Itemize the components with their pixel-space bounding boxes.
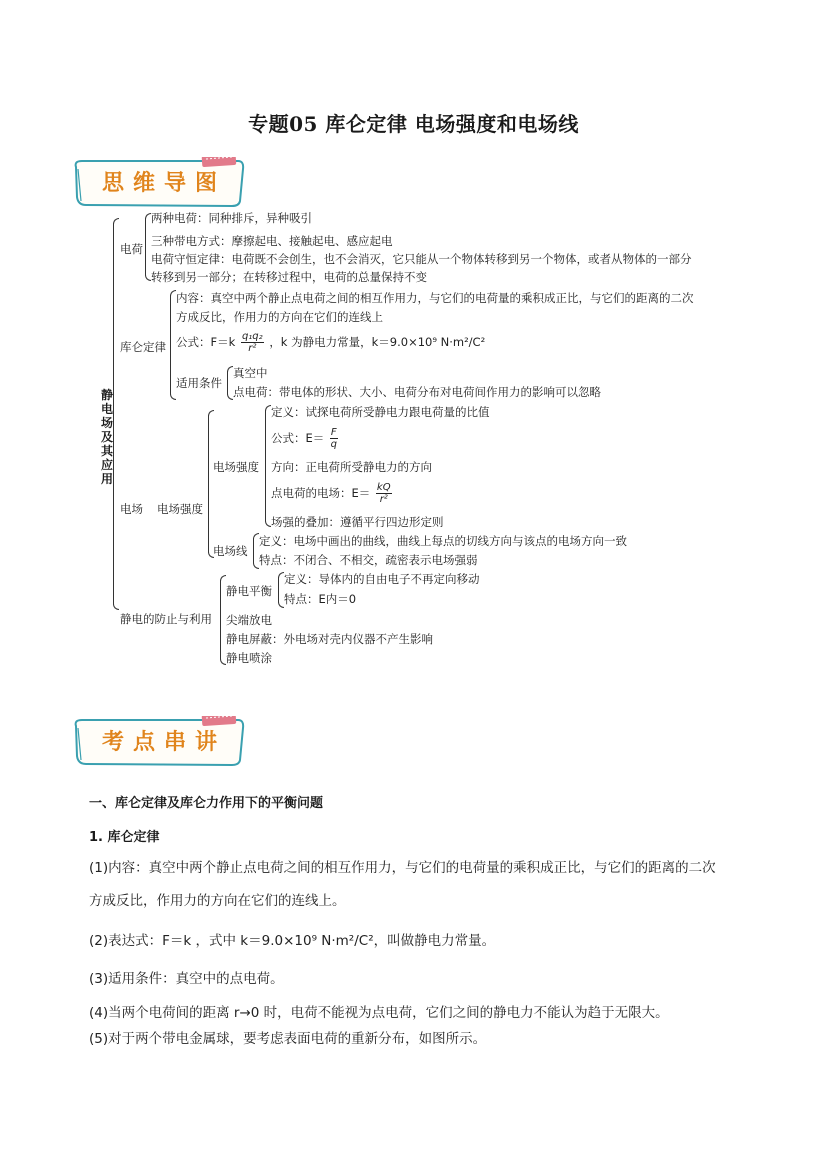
section-heading: 一、库仑定律及库仑力作用下的平衡问题 bbox=[89, 796, 324, 811]
field-formula-pre: 公式：E＝ bbox=[271, 431, 325, 445]
field-line-def: 定义：电场中画出的曲线，曲线上每点的切线方向与该点的电场方向一致 bbox=[259, 534, 627, 548]
coulomb-den: r² bbox=[248, 343, 257, 354]
field-line-label: 电场线 bbox=[213, 544, 248, 558]
protect-item-1: 尖端放电 bbox=[226, 613, 272, 627]
points-banner bbox=[72, 716, 248, 766]
charge-item-3: 电荷守恒定律：电荷既不会创生，也不会消灭，它只能从一个物体转移到另一个物体，或者从物体的一部分 bbox=[151, 252, 692, 266]
field-direction: 方向：正电荷所受静电力的方向 bbox=[271, 460, 432, 474]
para-5: (5)对于两个带电金属球，要考虑表面电荷的重新分布，如图所示。 bbox=[89, 1031, 487, 1047]
para-1a: (1)内容：真空中两个静止点电荷之间的相互作用力，与它们的电荷量的乘积成正比，与它们的距离的二次 bbox=[89, 860, 716, 876]
field-line-feat: 特点：不闭合、不相交，疏密表示电场强弱 bbox=[259, 553, 478, 567]
coulomb-content-2: 方成反比，作用力的方向在它们的连线上 bbox=[176, 310, 383, 324]
field-sub: 电场强度 bbox=[157, 502, 203, 516]
para-3: (3)适用条件：真空中的点电荷。 bbox=[89, 971, 284, 987]
mindmap-root: 静电场及其应用 bbox=[100, 388, 113, 486]
coulomb-formula-pre: 公式：F＝k bbox=[176, 335, 236, 349]
field-label: 电场 bbox=[120, 502, 143, 516]
mindmap-banner bbox=[72, 157, 248, 207]
balance-feat: 特点：E内＝0 bbox=[284, 592, 357, 606]
field-fraction bbox=[330, 427, 338, 450]
coulomb-label: 库仑定律 bbox=[120, 340, 166, 354]
field-point-den: r² bbox=[379, 494, 388, 505]
protect-item-2: 静电屏蔽：外电场对壳内仪器不产生影响 bbox=[226, 632, 433, 646]
field-num: F bbox=[330, 427, 337, 438]
charge-label: 电荷 bbox=[120, 242, 143, 256]
field-den: q bbox=[330, 439, 337, 450]
field-formula bbox=[271, 427, 340, 450]
protect-balance: 静电平衡 bbox=[226, 584, 272, 598]
coulomb-formula bbox=[176, 331, 485, 354]
coulomb-fraction bbox=[241, 331, 264, 354]
page-title: 专题05 库仑定律 电场强度和电场线 bbox=[248, 112, 579, 136]
charge-item-4: 转移到另一部分；在转移过程中，电荷的总量保持不变 bbox=[151, 270, 427, 284]
coulomb-content-1: 内容：真空中两个静止点电荷之间的相互作用力，与它们的电荷量的乘积成正比，与它们的距离的二次 bbox=[176, 291, 694, 305]
charge-item-1: 两种电荷：同种排斥，异种吸引 bbox=[151, 211, 312, 225]
balance-def: 定义：导体内的自由电子不再定向移动 bbox=[284, 572, 480, 586]
coulomb-formula-post: ，k 为静电力常量，k＝9.0×10⁹ N·m²/C² bbox=[269, 335, 486, 349]
protect-label: 静电的防止与利用 bbox=[120, 612, 212, 626]
field-strength-label: 电场强度 bbox=[213, 460, 259, 474]
protect-item-3: 静电喷涂 bbox=[226, 651, 272, 665]
para-2: (2)表达式：F＝k ，式中 k＝9.0×10⁹ N·m²/C²，叫做静电力常量。 bbox=[89, 933, 496, 949]
section-subheading: 1. 库仑定律 bbox=[89, 830, 160, 845]
root-brace bbox=[113, 218, 119, 610]
coulomb-cond-2: 点电荷：带电体的形状、大小、电荷分布对电荷间作用力的影响可以忽略 bbox=[233, 385, 601, 399]
charge-item-2: 三种带电方式：摩擦起电、接触起电、感应起电 bbox=[151, 234, 393, 248]
field-point-fraction bbox=[376, 482, 392, 505]
field-point-num: kQ bbox=[376, 482, 391, 493]
field-point-pre: 点电荷的电场：E＝ bbox=[271, 486, 371, 500]
para-4: (4)当两个电荷间的距离 r→0 时，电荷不能视为点电荷，它们之间的静电力不能认为趋于无限大。 bbox=[89, 1005, 669, 1021]
points-banner-text: 考点串讲 bbox=[102, 729, 227, 755]
coulomb-cond-1: 真空中 bbox=[233, 366, 268, 380]
coulomb-num: q₁q₂ bbox=[241, 331, 263, 342]
mindmap-banner-text: 思维导图 bbox=[102, 170, 227, 196]
coulomb-cond-label: 适用条件 bbox=[176, 376, 222, 390]
field-superpose: 场强的叠加：遵循平行四边形定则 bbox=[271, 515, 444, 529]
field-def: 定义：试探电荷所受静电力跟电荷量的比值 bbox=[271, 405, 490, 419]
para-1b: 方成反比，作用力的方向在它们的连线上。 bbox=[89, 893, 346, 909]
field-brace bbox=[208, 410, 214, 558]
field-point bbox=[271, 482, 394, 505]
